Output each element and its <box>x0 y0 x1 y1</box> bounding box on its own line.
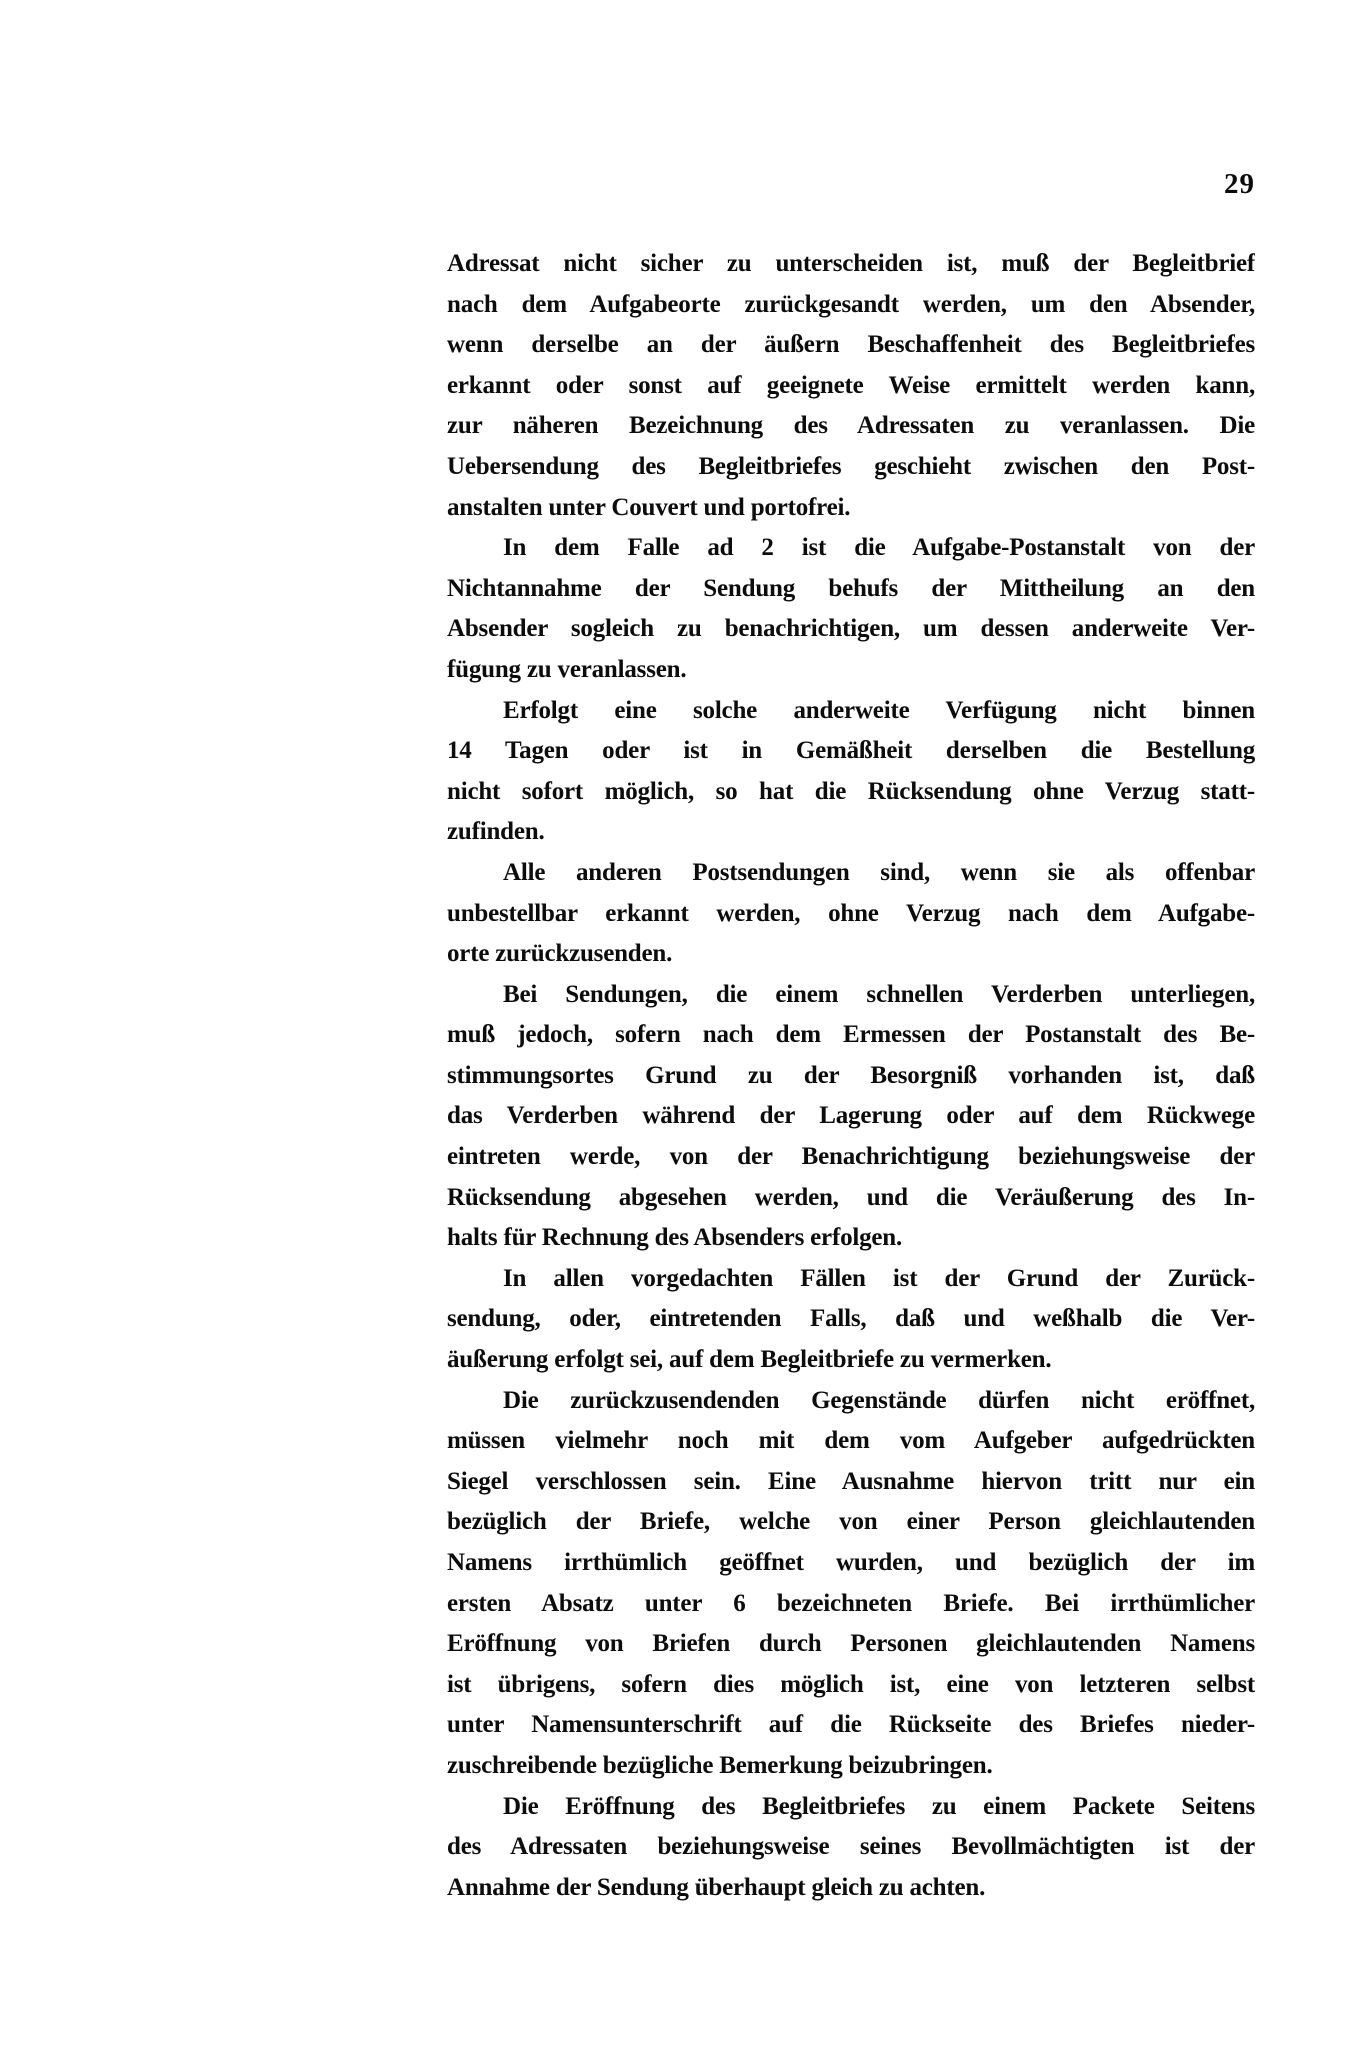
text-line: Nichtannahme der Sendung behufs der Mittheilung an den <box>447 574 1255 602</box>
text-line: Erfolgt eine solche anderweite Verfügung nicht binnen <box>503 696 1255 724</box>
paragraph <box>447 1787 1255 1909</box>
text-line: das Verderben während der Lagerung oder auf dem Rückwege <box>447 1102 1255 1130</box>
text-line: eintreten werde, von der Benachrichtigung beziehungsweise der <box>447 1143 1255 1171</box>
text-line: nicht sofort möglich, so hat die Rücksendung ohne Verzug statt- <box>447 777 1255 805</box>
text-line: Die Eröffnung des Begleitbriefes zu einem Packete Seitens <box>503 1792 1255 1820</box>
paragraph <box>447 1259 1255 1381</box>
page-number: 29 <box>1224 168 1255 200</box>
text-line: fügung zu veranlassen. <box>447 655 687 683</box>
paragraph <box>447 1381 1255 1787</box>
text-line: des Adressaten beziehungsweise seines Bevollmächtigten ist der <box>447 1833 1255 1861</box>
text-line: zuschreibende bezügliche Bemerkung beizubringen. <box>447 1751 993 1779</box>
text-line: Absender sogleich zu benachrichtigen, um dessen anderweite Ver- <box>447 615 1255 643</box>
text-line: Siegel verschlossen sein. Eine Ausnahme hiervon tritt nur ein <box>447 1467 1255 1495</box>
text-line: Rücksendung abgesehen werden, und die Veräußerung des In- <box>447 1183 1255 1211</box>
text-line: nach dem Aufgabeorte zurückgesandt werden, um den Absender, <box>447 290 1255 318</box>
paragraph <box>447 691 1255 853</box>
text-line: ersten Absatz unter 6 bezeichneten Briefe. Bei irrthümlicher <box>447 1589 1255 1617</box>
text-line: Annahme der Sendung überhaupt gleich zu achten. <box>447 1873 986 1901</box>
text-line: 14 Tagen oder ist in Gemäßheit derselben die Bestellung <box>447 737 1255 765</box>
text-line: zufinden. <box>447 818 545 846</box>
text-line: äußerung erfolgt sei, auf dem Begleitbriefe zu vermerken. <box>447 1346 1052 1374</box>
text-line: Eröffnung von Briefen durch Personen gleichlautenden Namens <box>447 1630 1255 1658</box>
body-text <box>447 244 1255 1908</box>
text-line: erkannt oder sonst auf geeignete Weise ermittelt werden kann, <box>447 371 1255 399</box>
text-line: Die zurückzusendenden Gegenstände dürfen nicht eröffnet, <box>503 1386 1255 1414</box>
paragraph <box>447 528 1255 690</box>
text-line: Adressat nicht sicher zu unterscheiden ist, muß der Begleitbrief <box>447 250 1255 277</box>
text-line: unter Namensunterschrift auf die Rückseite des Briefes nieder- <box>447 1711 1255 1739</box>
text-line: orte zurückzusenden. <box>447 940 673 968</box>
paragraph <box>447 244 1255 528</box>
text-line: In dem Falle ad 2 ist die Aufgabe-Postanstalt von der <box>503 534 1255 562</box>
text-line: stimmungsortes Grund zu der Besorgniß vorhanden ist, daß <box>447 1061 1255 1089</box>
text-line: müssen vielmehr noch mit dem vom Aufgeber aufgedrückten <box>447 1427 1255 1455</box>
text-line: Uebersendung des Begleitbriefes geschieht zwischen den Post- <box>447 452 1255 480</box>
text-line: Bei Sendungen, die einem schnellen Verderben unterliegen, <box>503 980 1255 1008</box>
text-line: unbestellbar erkannt werden, ohne Verzug nach dem Aufgabe- <box>447 899 1255 927</box>
text-line: muß jedoch, sofern nach dem Ermessen der Postanstalt des Be- <box>447 1021 1255 1049</box>
text-line: Namens irrthümlich geöffnet wurden, und bezüglich der im <box>447 1549 1255 1576</box>
text-line: ist übrigens, sofern dies möglich ist, eine von letzteren selbst <box>447 1670 1255 1698</box>
text-line: In allen vorgedachten Fällen ist der Grund der Zurück- <box>503 1264 1255 1292</box>
text-line: zur näheren Bezeichnung des Adressaten zu veranlassen. Die <box>447 412 1255 440</box>
text-line: anstalten unter Couvert und portofrei. <box>447 493 851 521</box>
text-line: halts für Rechnung des Absenders erfolgen. <box>447 1224 903 1252</box>
paragraph <box>447 853 1255 975</box>
text-line: bezüglich der Briefe, welche von einer Person gleichlautenden <box>447 1508 1255 1536</box>
text-line: sendung, oder, eintretenden Falls, daß und weßhalb die Ver- <box>447 1305 1255 1333</box>
text-line: Alle anderen Postsendungen sind, wenn sie als offenbar <box>503 858 1255 886</box>
paragraph <box>447 975 1255 1259</box>
text-line: wenn derselbe an der äußern Beschaffenheit des Begleitbriefes <box>447 331 1255 359</box>
